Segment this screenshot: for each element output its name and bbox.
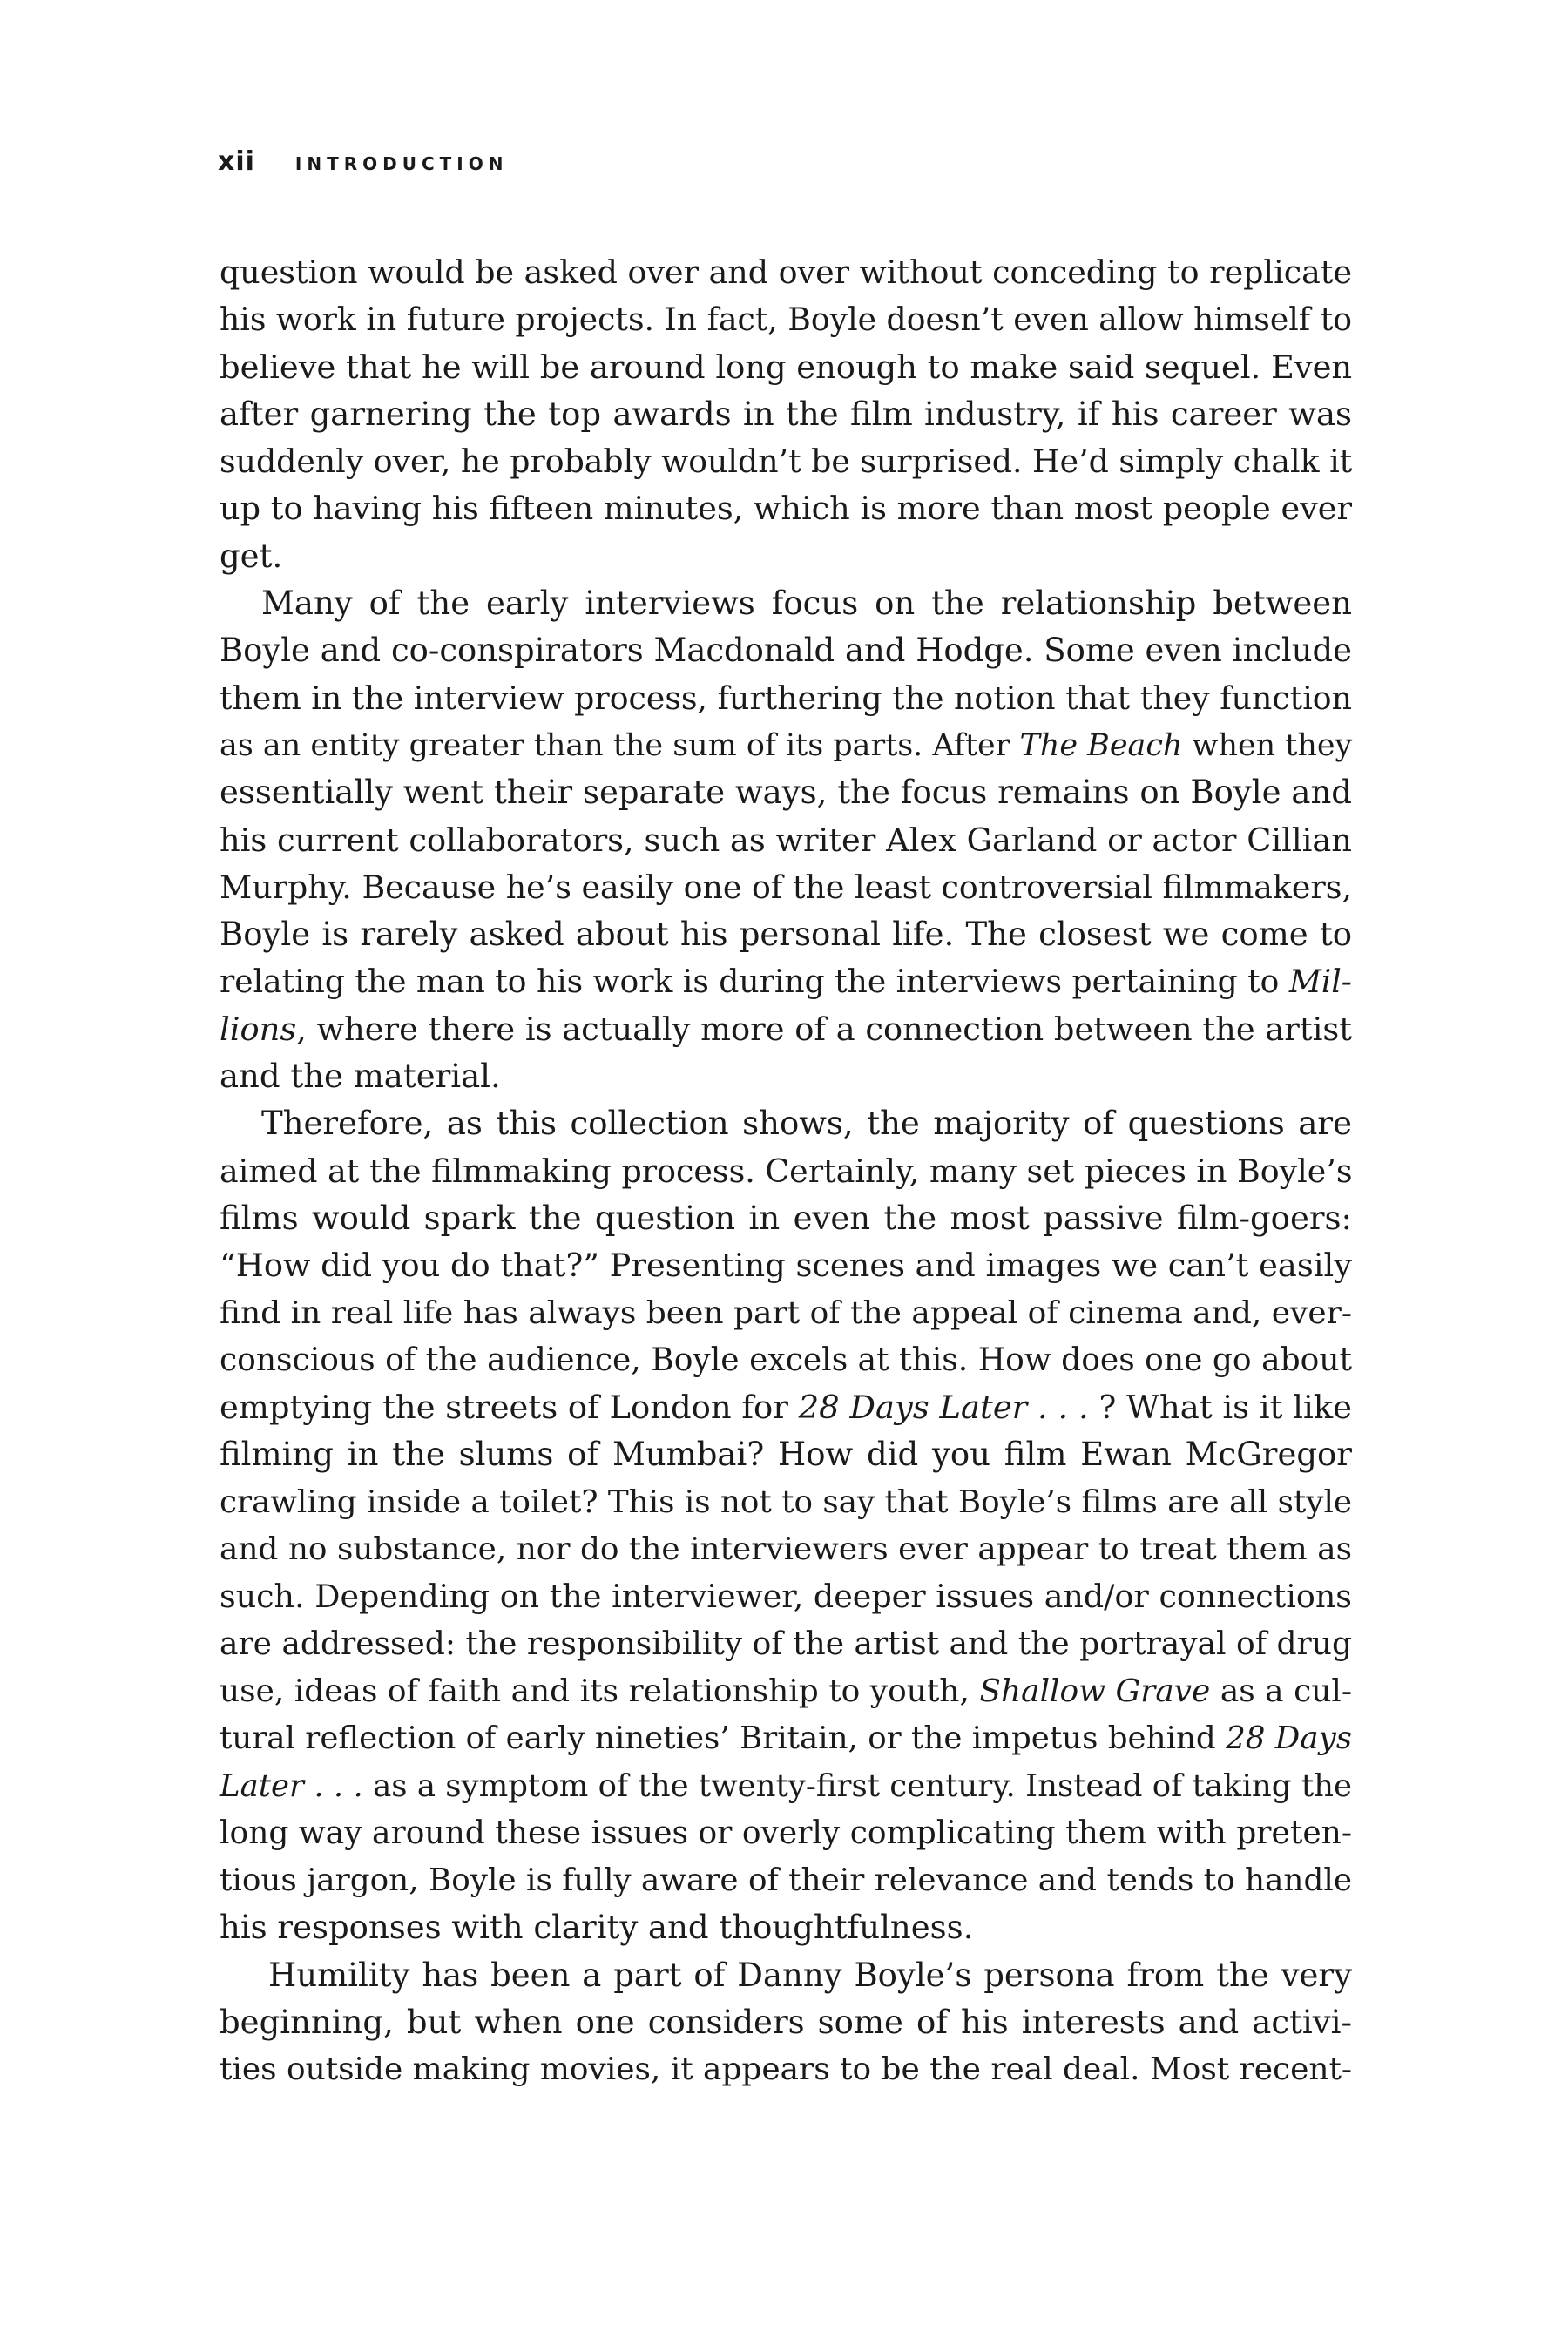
- italic-title: Shallow Grave: [979, 1673, 1211, 1709]
- paragraph: [220, 1952, 1352, 2094]
- text-line: aimed at the filmmaking process. Certainly, many set pieces in Boyle’s: [220, 1152, 1353, 1190]
- section-title: INTRODUCTION: [294, 153, 509, 174]
- text-line: find in real life has always been part of the appeal of cinema and, ever-: [220, 1294, 1352, 1331]
- text-line: essentially went their separate ways, the focus remains on Boyle and: [220, 774, 1352, 812]
- paragraph: [220, 249, 1352, 580]
- page-number: xii: [218, 146, 255, 177]
- running-head: [218, 146, 509, 181]
- text-line: his current collaborators, such as writer Alex Garland or actor Cillian: [220, 821, 1352, 859]
- paragraph: [220, 580, 1352, 1100]
- text-line: get.: [220, 537, 283, 575]
- text-line: relating the man to his work is during the interviews pertaining to Mil-: [220, 963, 1352, 1001]
- text-line: ties outside making movies, it appears to be the real deal. Most recent-: [220, 2051, 1352, 2088]
- text-line: are addressed: the responsibility of the artist and the portrayal of drug: [220, 1625, 1352, 1662]
- text-line: and no substance, nor do the interviewers ever appear to treat them as: [220, 1531, 1352, 1568]
- text-line: question would be asked over and over without conceding to replicate: [220, 253, 1352, 291]
- paragraph: [220, 1100, 1352, 1951]
- text-line: “How did you do that?” Presenting scenes and images we can’t easily: [220, 1247, 1352, 1285]
- text-line: them in the interview process, furthering the notion that they function: [220, 679, 1353, 717]
- text-line: long way around these issues or overly complicating them with preten-: [220, 1815, 1352, 1851]
- text-line: his responses with clarity and thoughtfulness.: [220, 1909, 974, 1947]
- text-line: as an entity greater than the sum of its parts. After The Beach when they: [220, 727, 1353, 763]
- text-line: his work in future projects. In fact, Boyle doesn’t even allow himself to: [220, 301, 1352, 339]
- text-line: Boyle is rarely asked about his personal life. The closest we come to: [220, 916, 1352, 954]
- italic-title: The Beach: [1019, 727, 1183, 763]
- italic-title: Mil-: [1288, 963, 1352, 1001]
- text-line: emptying the streets of London for 28 Days Later . . . ? What is it like: [220, 1389, 1352, 1427]
- text-line: suddenly over, he probably wouldn’t be surprised. He’d simply chalk it: [220, 443, 1353, 481]
- text-line: use, ideas of faith and its relationship to youth, Shallow Grave as a cul-: [220, 1673, 1352, 1709]
- italic-title: 28 Days: [1226, 1720, 1352, 1757]
- text-line: believe that he will be around long enough to make said sequel. Even: [220, 348, 1353, 386]
- text-line: tious jargon, Boyle is fully aware of their relevance and tends to handle: [220, 1862, 1352, 1899]
- text-line: such. Depending on the interviewer, deeper issues and/or connections: [220, 1578, 1352, 1616]
- italic-title: 28 Days Later . . .: [798, 1389, 1089, 1427]
- text-line: beginning, but when one considers some of his interests and activi-: [220, 2003, 1352, 2041]
- text-line: crawling inside a toilet? This is not to say that Boyle’s films are all style: [220, 1484, 1352, 1520]
- text-line: conscious of the audience, Boyle excels at this. How does one go about: [220, 1342, 1352, 1378]
- text-line: and the material.: [220, 1058, 501, 1096]
- text-line: Humility has been a part of Danny Boyle’s persona from the very: [268, 1956, 1352, 1994]
- text-line: Later . . . as a symptom of the twenty-first century. Instead of taking the: [220, 1767, 1353, 1804]
- text-line: up to having his fifteen minutes, which is more than most people ever: [220, 490, 1352, 528]
- text-line: lions, where there is actually more of a connection between the artist: [220, 1010, 1352, 1048]
- text-line: after garnering the top awards in the film industry, if his career was: [220, 395, 1352, 433]
- text-line: Therefore, as this collection shows, the majority of questions are: [261, 1105, 1352, 1143]
- text-line: filming in the slums of Mumbai? How did you film Ewan McGregor: [220, 1436, 1352, 1474]
- text-line: Murphy. Because he’s easily one of the least controversial filmmakers,: [220, 868, 1352, 906]
- text-line: Boyle and co-conspirators Macdonald and Hodge. Some even include: [220, 632, 1352, 670]
- italic-title: lions: [220, 1010, 297, 1048]
- text-line: films would spark the question in even the most passive film-goers:: [220, 1199, 1352, 1237]
- text-line: tural reflection of early nineties’ Britain, or the impetus behind 28 Days: [220, 1720, 1352, 1757]
- italic-title: Later . . .: [220, 1767, 363, 1804]
- body-text: [220, 249, 1352, 2094]
- text-line: Many of the early interviews focus on the relationship between: [261, 585, 1352, 623]
